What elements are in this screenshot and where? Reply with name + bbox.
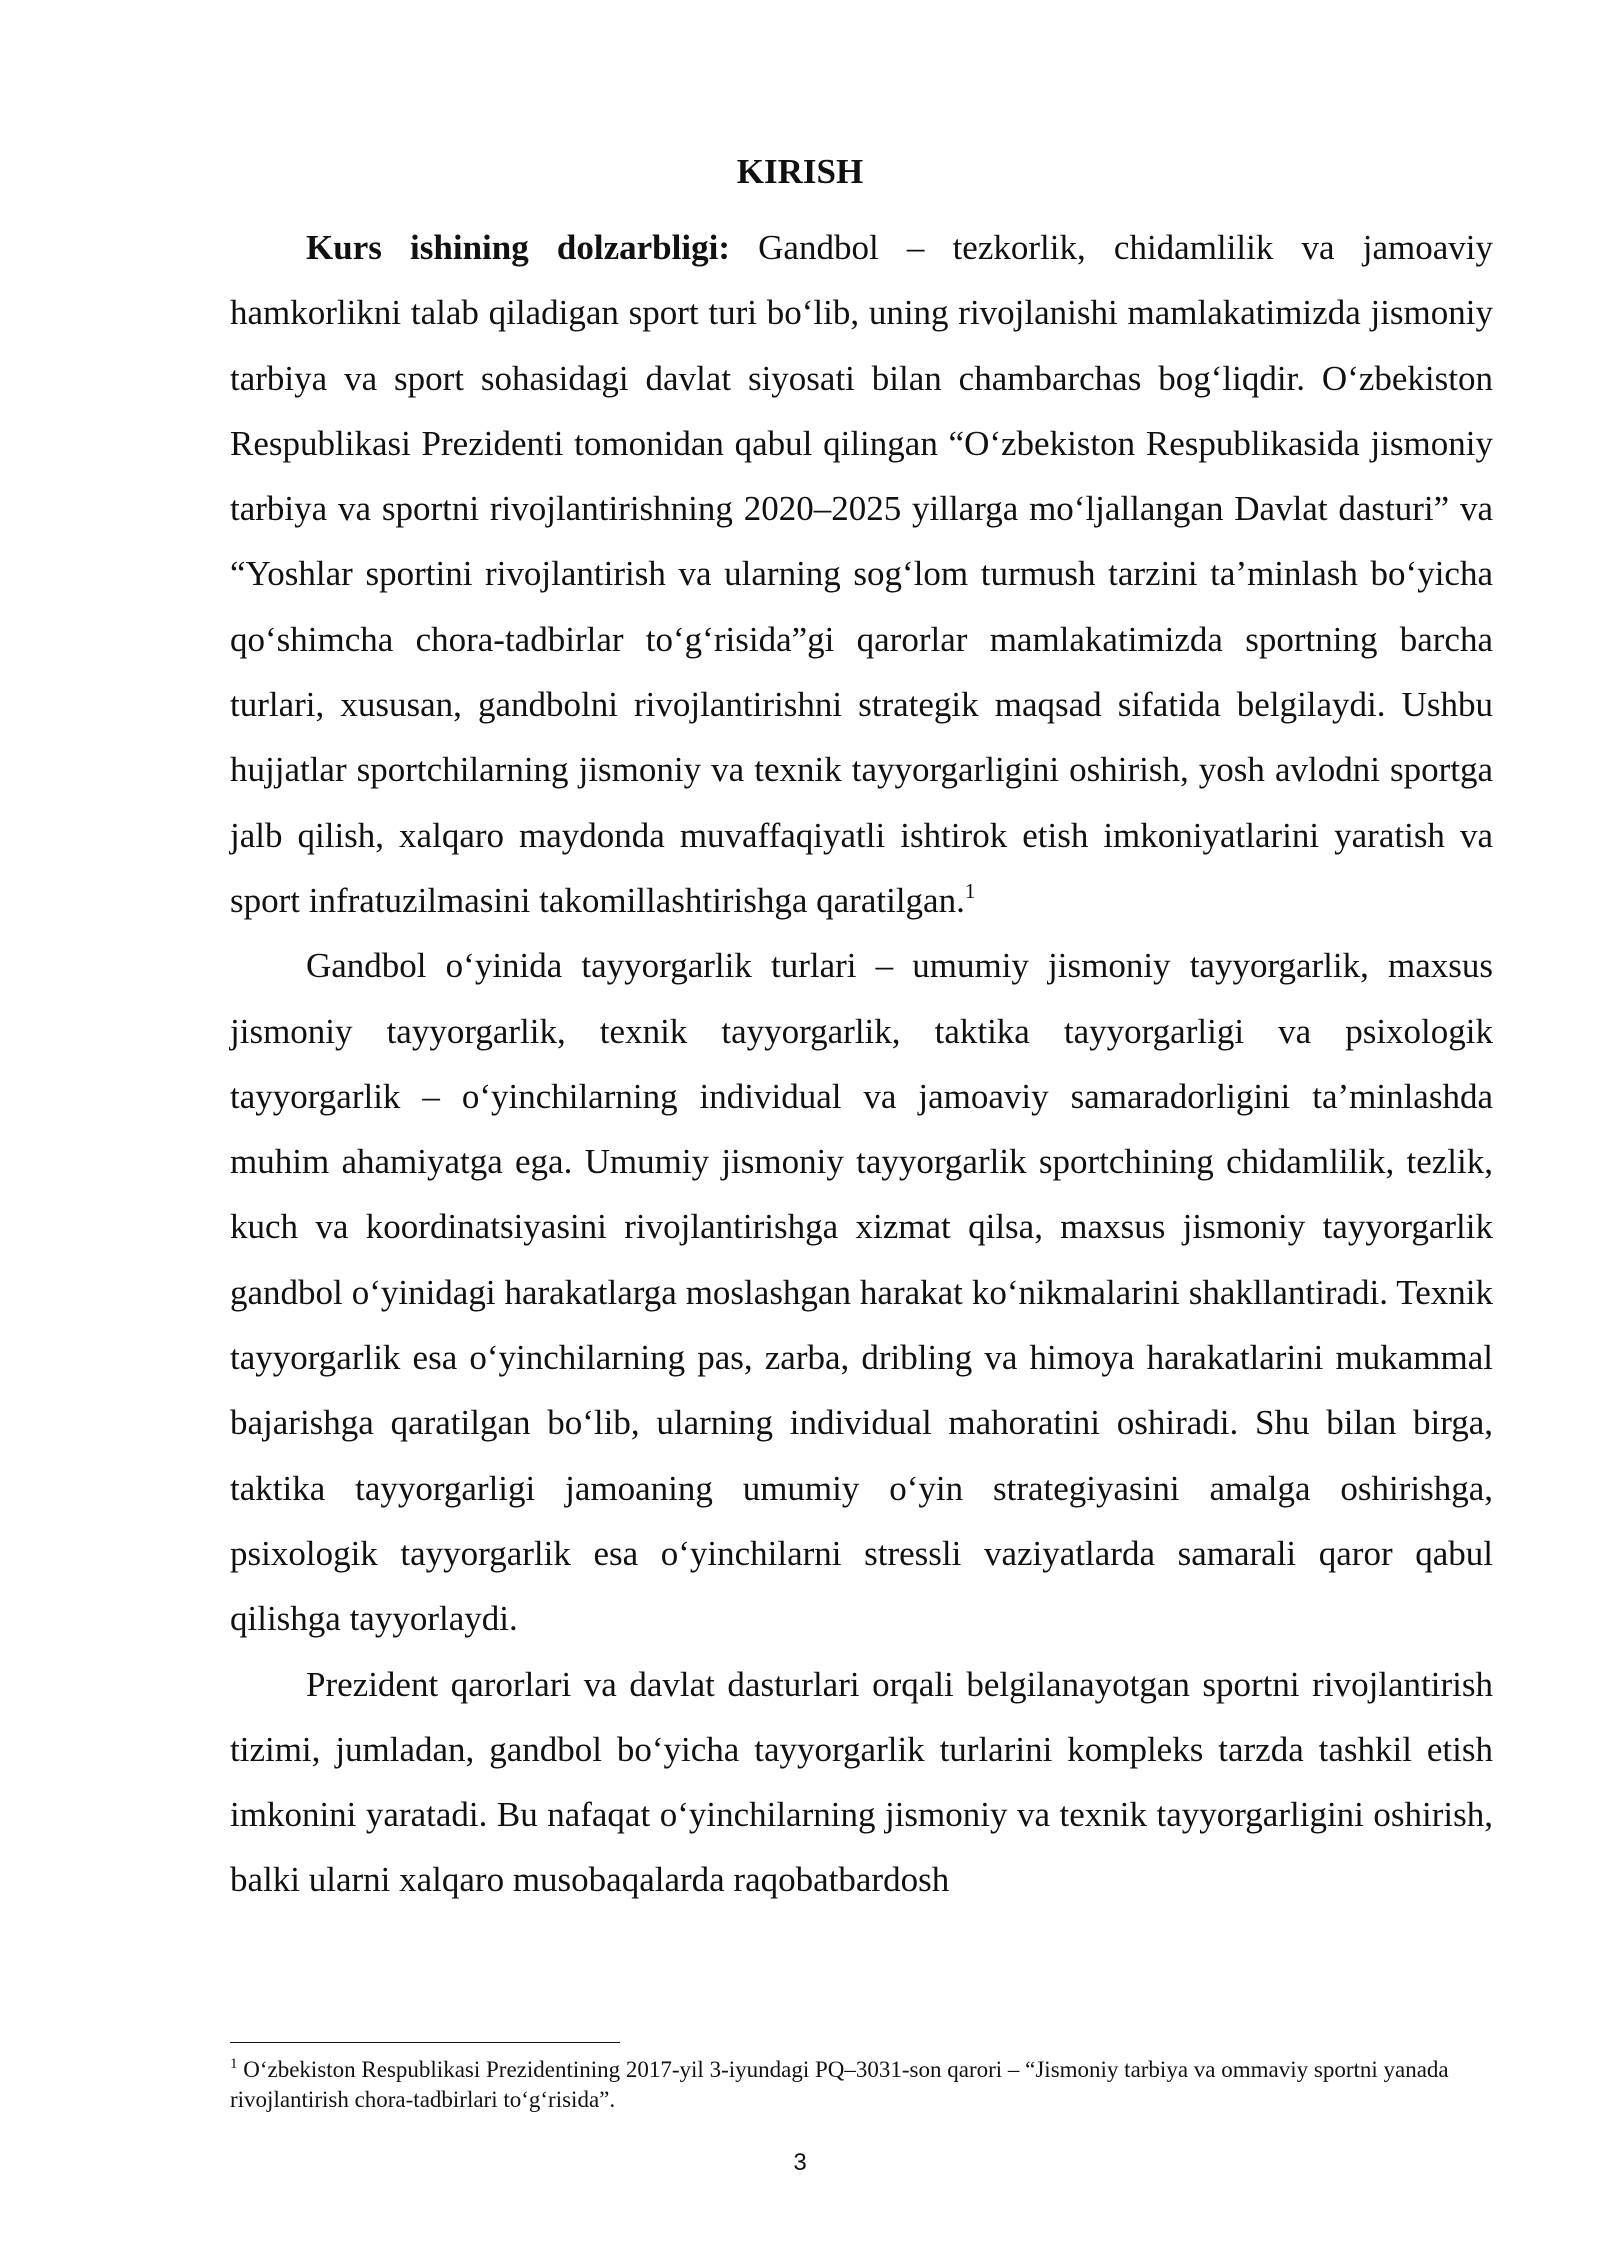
paragraph-lead: Kurs ishining dolzarbligi: (306, 228, 730, 267)
paragraph-text: Prezident qarorlari va davlat dasturlari orqali belgilanayotgan sportni rivojlantirish tizimi, jumladan, gandbol bo‘yicha tayyorgarlik turlarini kompleks tarzda tashkil etish imkonini yaratadi. Bu nafaqat o‘yinchilarning jismoniy va texnik tayyorgarligini oshirish, balki ularni xalqaro musobaqalarda raqobatbardosh (230, 1664, 1493, 1900)
paragraph-text: Gandbol o‘yinida tayyorgarlik turlari – umumiy jismoniy tayyorgarlik, maxsus jismoniy tayyorgarlik, texnik tayyorgarlik, taktika tayyorgarligi va psixologik tayyorgarlik – o‘yinchilarning individual va jamoaviy samaradorligini ta’minlashda muhim ahamiyatga ega. Umumiy jismoniy tayyorgarlik sportchining chidamlilik, tezlik, kuch va koordinatsiyasini rivojlantirishga xizmat qilsa, maxsus jismoniy tayyorgarlik gandbol o‘yinidagi harakatlarga moslashgan harakat ko‘nikmalarini shakllantiradi. Texnik tayyorgarlik esa o‘yinchilarning pas, zarba, dribling va himoya harakatlarini mukammal bajarishga qaratilgan bo‘lib, ularning individual mahoratini oshiradi. Shu bilan birga, taktika tayyorgarligi jamoaning umumiy o‘yin strategiyasini amalga oshirishga, psixologik tayyorgarlik esa o‘yinchilarni stressli vaziyatlarda samarali qaror qabul qilishga tayyorlaydi. (230, 946, 1493, 1639)
paragraph-training-types (230, 933, 1493, 1651)
footnote-marker: 1 (230, 2056, 238, 2072)
footnote (230, 2055, 1493, 2115)
footnote-reference: 1 (964, 878, 976, 903)
paragraph-text: Gandbol – tezkorlik, chidamlilik va jamoaviy hamkorlikni talab qiladigan sport turi bo‘lib, uning rivojlanishi mamlakatimizda jismoniy tarbiya va sport sohasidagi davlat siyosati bilan chambarchas bog‘liqdir. O‘zbekiston Respublikasi Prezidenti tomonidan qabul qilingan “O‘zbekiston Respublikasida jismoniy tarbiya va sportni rivojlantirishning 2020–2025 yillarga mo‘ljallangan Davlat dasturi” va “Yoshlar sportini rivojlantirish va ularning sog‘lom turmush tarzini ta’minlash bo‘yicha qo‘shimcha chora-tadbirlar to‘g‘risida”gi qarorlar mamlakatimizda sportning barcha turlari, xususan, gandbolni rivojlantirishni strategik maqsad sifatida belgilaydi. Ushbu hujjatlar sportchilarning jismoniy va texnik tayyorgarligini oshirish, yosh avlodni sportga jalb qilish, xalqaro maydonda muvaffaqiyatli ishtirok etish imkoniyatlarini yaratish va sport infratuzilmasini takomillashtirishga qaratilgan. (230, 228, 1493, 920)
footnote-separator (230, 2042, 620, 2043)
paragraph-relevance (230, 215, 1493, 933)
section-heading: KIRISH (736, 152, 864, 191)
paragraph-president-decisions (230, 1652, 1493, 1913)
body-text (230, 215, 1493, 1913)
page-number: 3 (793, 2149, 807, 2176)
footnote-text: O‘zbekiston Respublikasi Prezidentining 2017-yil 3-iyundagi PQ–3031-son qarori – “Jismoniy tarbiya va ommaviy sportni yanada rivojlantirish chora-tadbirlari to‘g‘risida”. (230, 2057, 1449, 2112)
